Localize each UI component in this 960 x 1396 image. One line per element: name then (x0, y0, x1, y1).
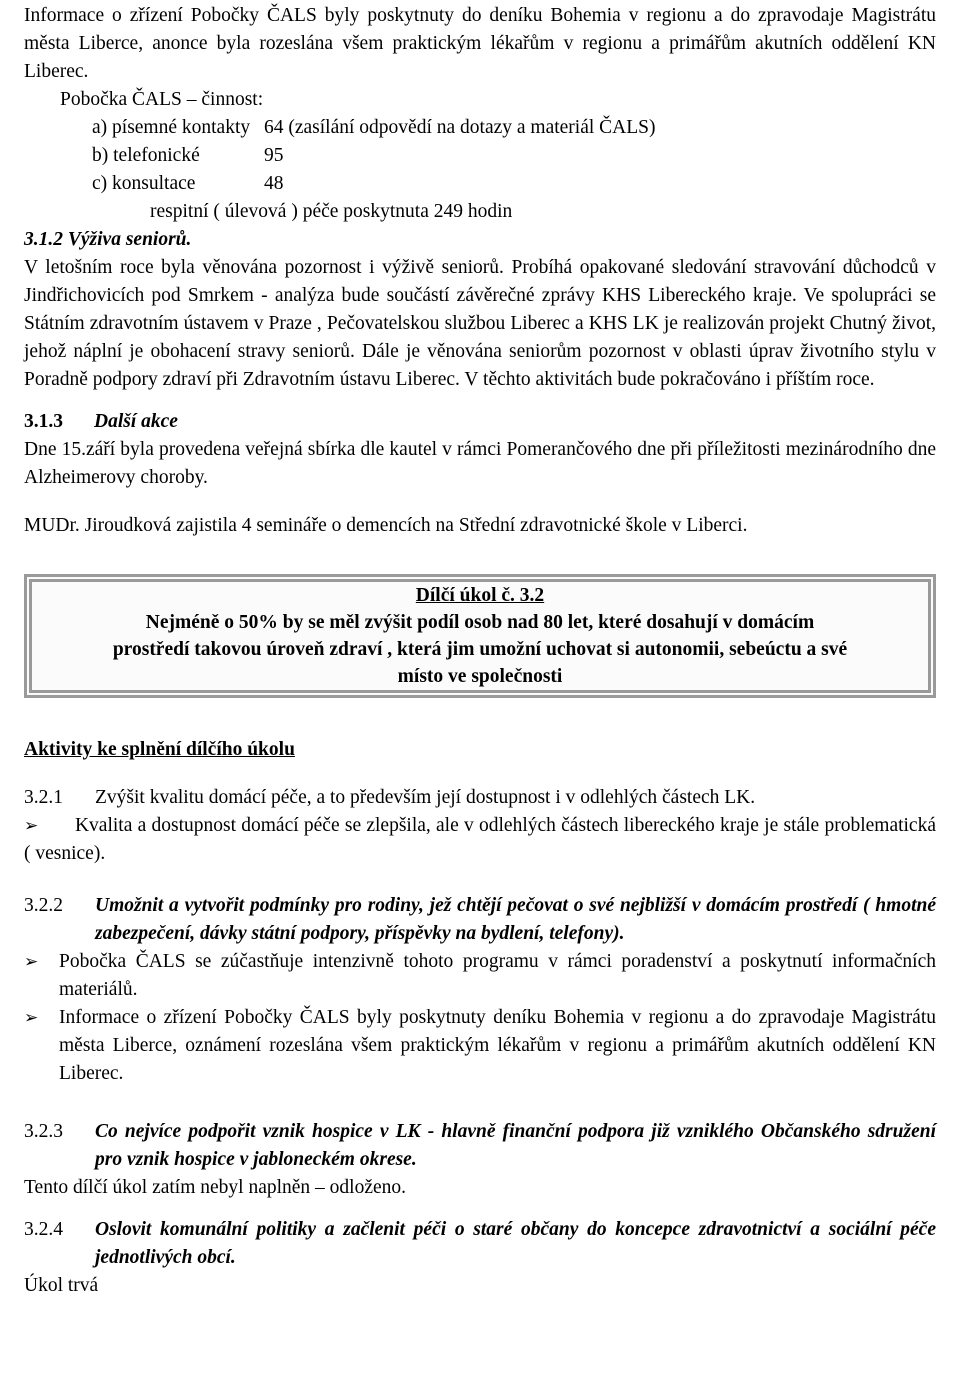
item-3-2-3-status: Tento dílčí úkol zatím nebyl naplněn – odloženo. (24, 1177, 407, 1198)
section-number: 3.1.3 (24, 411, 63, 432)
item-3-2-1-bullet (24, 812, 936, 868)
banner-line: Nejméně o 50% by se měl zvýšit podíl osob nad 80 let, které dosahují v domácím (145, 612, 815, 633)
arrow-bullet-icon: ➢ (24, 1008, 39, 1028)
item-number: 3.2.4 (24, 1219, 63, 1240)
item-3-2-3 (24, 1118, 936, 1174)
activity-heading: Pobočka ČALS – činnost: (60, 89, 264, 110)
event-paragraph: Dne 15.září byla provedena veřejná sbírka dle kautel v rámci Pomerančového dne při příležitosti mezinárodního dne Alzheimerovy choroby. (24, 439, 936, 488)
arrow-bullet-icon: ➢ (24, 952, 39, 972)
item-3-2-2-bullet (24, 1004, 936, 1088)
banner-title: Dílčí úkol č. 3.2 (415, 585, 545, 606)
item-3-2-2-bullet (24, 948, 936, 1004)
document-page (0, 2, 960, 1396)
activity-stats (24, 86, 936, 226)
item-number: 3.2.2 (24, 895, 63, 916)
banner-line: místo ve společnosti (397, 666, 563, 687)
seminar-paragraph: MUDr. Jiroudková zajistila 4 semináře o demencích na Střední zdravotnické škole v Liberci. (24, 515, 748, 536)
activities-heading: Aktivity ke splnění dílčího úkolu (24, 739, 295, 760)
intro-paragraph: Informace o zřízení Pobočky ČALS byly poskytnuty do deníku Bohemia v regionu a do zpravodaje Magistrátu města Liberce, anonce byla rozeslána všem praktickým lékařům v regionu a primářům akutních oddělení KN Liberec. (24, 5, 936, 82)
activity-row (46, 142, 936, 170)
activity-label: a) písemné kontakty (92, 117, 251, 138)
subtask-banner (24, 574, 936, 698)
item-text: Oslovit komunální politiky a začlenit péči o staré občany do koncepce zdravotnictví a sociální péče jednotlivých obcí. (95, 1219, 936, 1268)
banner-line: prostředí takovou úroveň zdraví , která jim umožní uchovat si autonomii, sebeúctu a své (112, 639, 848, 660)
activity-value: 48 (264, 173, 284, 194)
item-3-2-4-status: Úkol trvá (24, 1275, 99, 1296)
activity-value: 64 (zasílání odpovědí na dotazy a materiál ČALS) (264, 117, 656, 138)
activity-label: b) telefonické (92, 145, 200, 166)
bullet-text: Informace o zřízení Pobočky ČALS byly poskytnuty deníku Bohemia v regionu a do zpravodaje Magistrátu města Liberce, oznámení rozeslána všem praktickým lékařům v regionu a primářům akutních oddělení KN Liberec. (59, 1007, 936, 1084)
activity-value: 95 (264, 145, 284, 166)
respite-care-line: respitní ( úlevová ) péče poskytnuta 249 hodin (150, 201, 513, 222)
item-text: Zvýšit kvalitu domácí péče, a to především její dostupnost i v odlehlých částech LK. (95, 787, 756, 808)
section-heading-3-1-3 (24, 408, 936, 436)
activity-row (46, 170, 936, 198)
activity-row (46, 114, 936, 142)
item-3-2-4 (24, 1216, 936, 1272)
item-text: Co nejvíce podpořit vznik hospice v LK - hlavně finanční podpora již vzniklého Občanského sdružení pro vznik hospice v jabloneckém okrese. (95, 1121, 936, 1170)
item-number: 3.2.3 (24, 1121, 63, 1142)
item-3-2-2 (24, 892, 936, 948)
bullet-text: Pobočka ČALS se zúčastňuje intenzivně tohoto programu v rámci poradenství a poskytnutí informačních materiálů. (59, 951, 936, 1000)
bullet-text: Kvalita a dostupnost domácí péče se zlepšila, ale v odlehlých částech libereckého kraje je stále problematická ( vesnice). (24, 815, 936, 864)
item-text: Umožnit a vytvořit podmínky pro rodiny, jež chtějí pečovat o své nejbližší v domácím prostředí ( hmotné zabezpečení, dávky státní podpory, příspěvky na bydlení, telefony). (95, 895, 936, 944)
section-heading-3-1-2: 3.1.2 Výživa seniorů. (24, 229, 192, 250)
arrow-bullet-icon: ➢ (24, 816, 39, 836)
activity-label: c) konsultace (92, 173, 196, 194)
nutrition-paragraph: V letošním roce byla věnována pozornost i výživě seniorů. Probíhá opakované sledování stravování důchodců v Jindřichovicích pod Smrkem - analýza bude součástí závěrečné zprávy KHS Libereckého kraje. Ve spolupráci se Státním zdravotním ústavem v Praze , Pečovatelskou službou Liberec a KHS LK je realizován projekt Chutný život, jehož náplní je obohacení stravy seniorů. Dále je věnována seniorům pozornost v oblasti úprav životního stylu v Poradně podpory zdraví při Zdravotním ústavu Liberec. V těchto aktivitách bude pokračováno i příštím roce. (24, 257, 936, 390)
section-title: Další akce (94, 411, 178, 432)
item-3-2-1 (24, 784, 936, 812)
item-number: 3.2.1 (24, 787, 63, 808)
